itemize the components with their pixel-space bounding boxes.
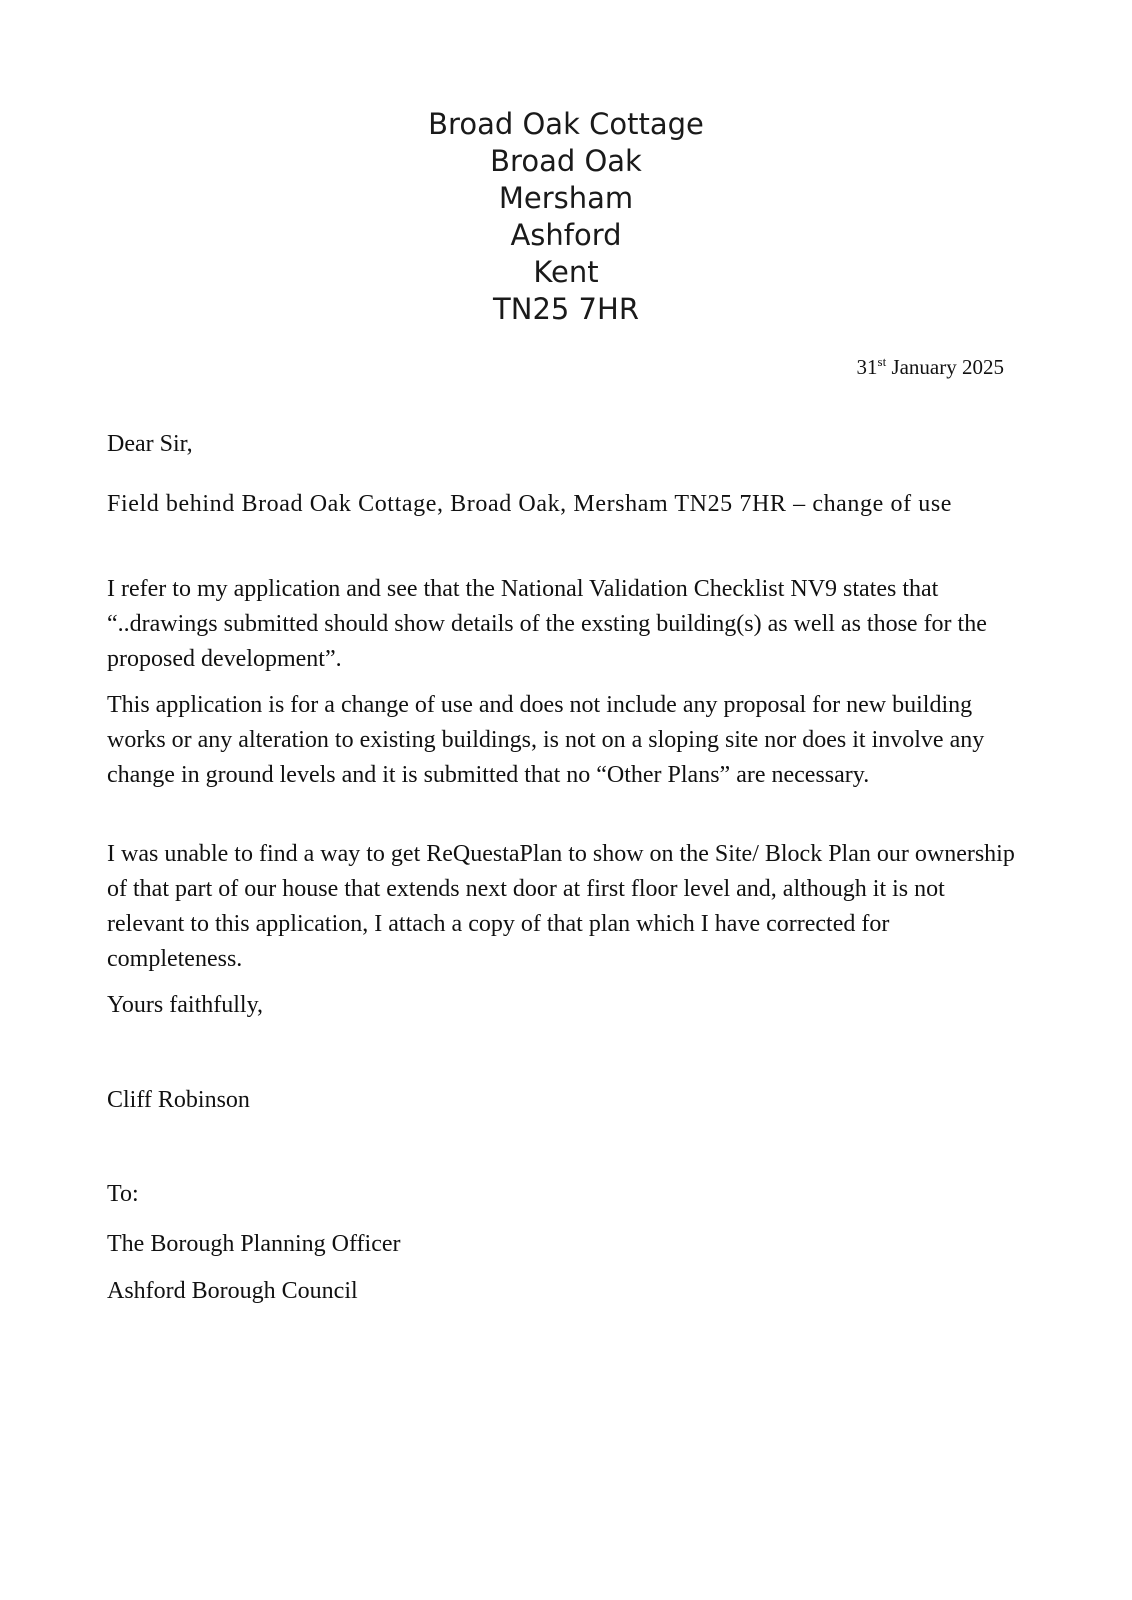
paragraph-text: I refer to my application and see that the National Validation Checklist NV9 states that “..drawings submitted should show details of the exsting building(s) as well as those for the proposed development”.	[107, 576, 987, 672]
paragraph-text: This application is for a change of use and does not include any proposal for new building works or any alteration to existing buildings, is not on a sloping site nor does it involve any change in ground levels and it is submitted that no “Other Plans” are necessary.	[107, 692, 985, 788]
sender-address	[0, 106, 1132, 328]
recipient-label: To:	[107, 1181, 139, 1207]
date-suffix: st	[877, 354, 887, 369]
address-line: Kent	[533, 255, 599, 289]
letter-date	[857, 354, 1004, 380]
body-paragraph	[107, 837, 1027, 977]
body-paragraph	[107, 572, 1027, 677]
date-month-year: January 2025	[886, 355, 1004, 379]
subject-line: Field behind Broad Oak Cottage, Broad Oak, Mersham TN25 7HR – change of use	[107, 491, 953, 517]
signature-name: Cliff Robinson	[107, 1087, 250, 1113]
recipient-line: Ashford Borough Council	[107, 1278, 358, 1304]
address-line: TN25 7HR	[493, 292, 639, 326]
address-line: Broad Oak	[490, 144, 642, 178]
date-day: 31	[856, 355, 878, 379]
body-paragraph	[107, 688, 1027, 793]
paragraph-text: I was unable to find a way to get ReQuestaPlan to show on the Site/ Block Plan our ownership of that part of our house that extends next door at first floor level and, although it is not relevant to this application, I attach a copy of that plan which I have corrected for completeness.	[107, 841, 1015, 972]
address-line: Broad Oak Cottage	[428, 107, 704, 141]
recipient-line: The Borough Planning Officer	[107, 1231, 401, 1257]
closing: Yours faithfully,	[107, 992, 264, 1018]
greeting: Dear Sir,	[107, 431, 193, 457]
address-line: Ashford	[510, 218, 622, 252]
address-line: Mersham	[498, 181, 634, 215]
